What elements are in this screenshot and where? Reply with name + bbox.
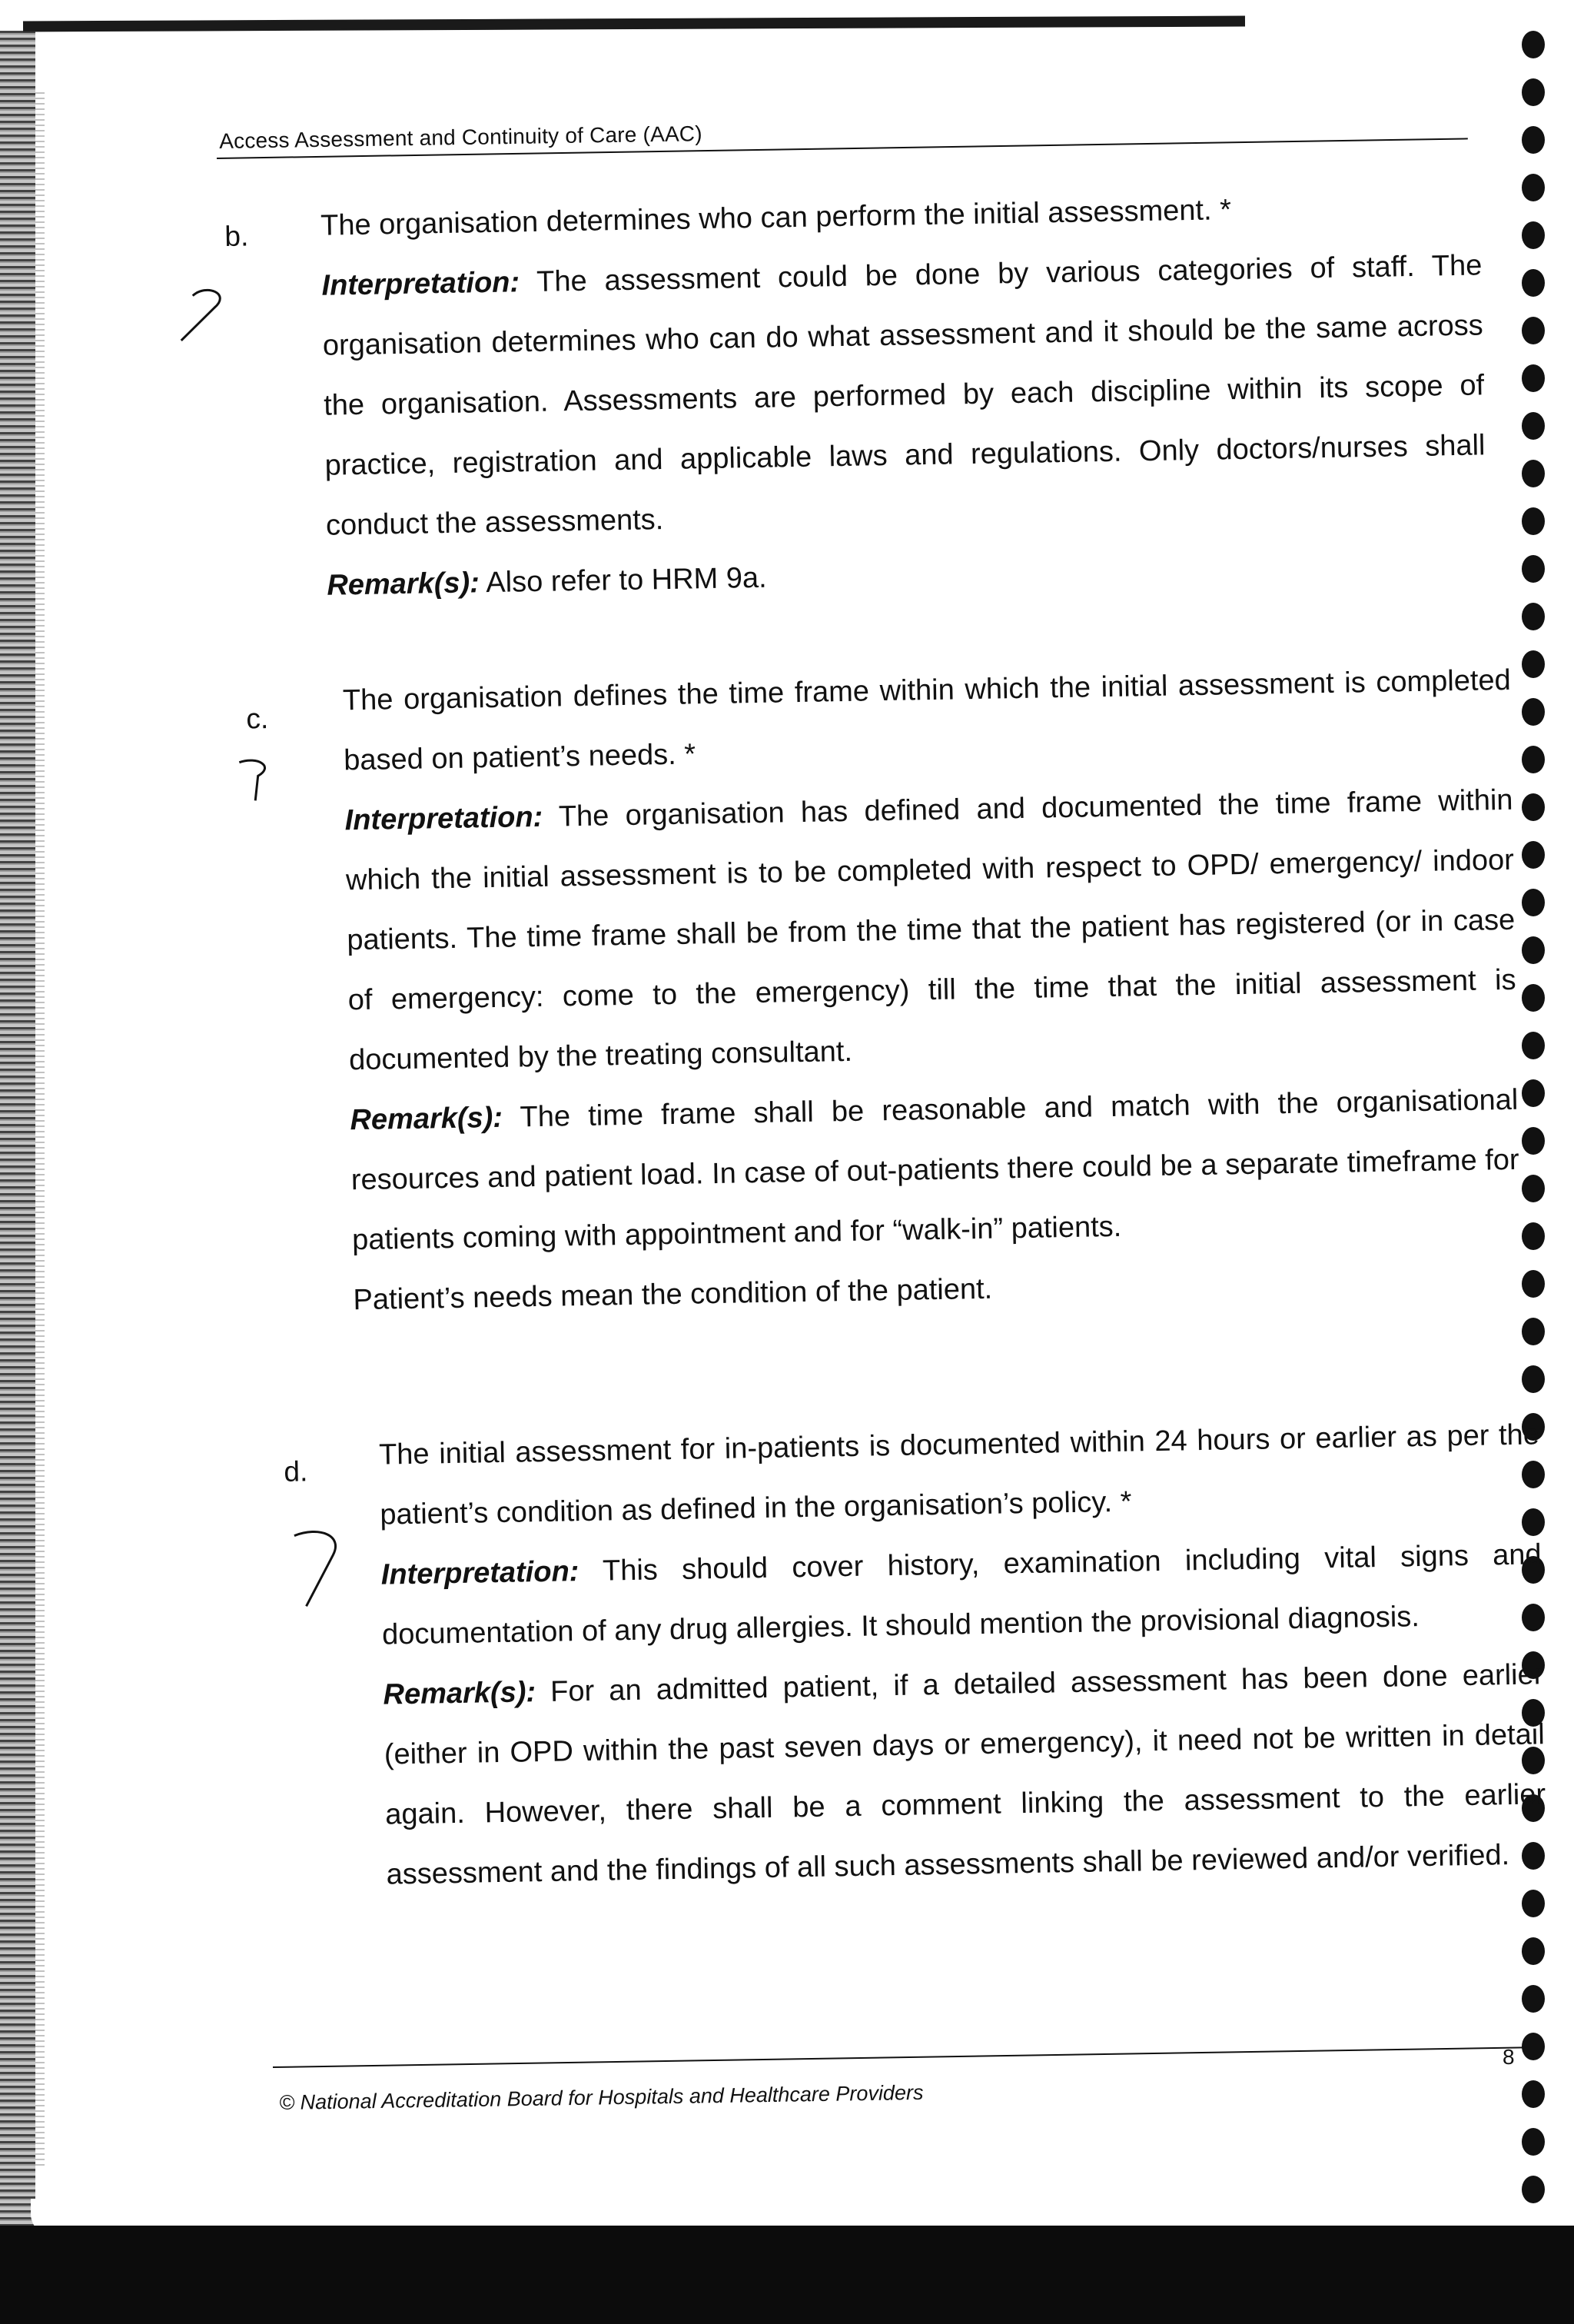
binding-ring xyxy=(1522,1318,1545,1345)
binding-ring xyxy=(1522,1127,1545,1155)
binding-ring xyxy=(1522,698,1545,726)
item-marker: c. xyxy=(246,703,269,735)
interpretation-text: This should cover history, examination including vital signs and documentation of any drug allergies. It should mention the provisional diagnosis. xyxy=(381,1538,1542,1651)
spiral-binding xyxy=(1513,15,1574,2222)
binding-ring xyxy=(1522,984,1545,1012)
interpretation-label: Interpretation: xyxy=(344,800,543,837)
binding-ring xyxy=(1522,78,1545,106)
binding-ring xyxy=(1522,1079,1545,1107)
binding-ring xyxy=(1522,364,1545,392)
remark-label: Remark(s): xyxy=(350,1101,503,1137)
binding-ring xyxy=(1522,317,1545,344)
binding-ring xyxy=(1522,1365,1545,1393)
binding-ring xyxy=(1522,1937,1545,1965)
standard-text: The organisation defines the time frame within which the initial assessment is completed based on patient’s needs. * xyxy=(342,663,1512,777)
binding-ring xyxy=(1522,269,1545,297)
footer-rule xyxy=(273,2046,1524,2068)
interpretation-label: Interpretation: xyxy=(380,1555,579,1591)
binding-ring xyxy=(1522,2080,1545,2108)
binding-ring xyxy=(1522,31,1545,58)
binding-ring xyxy=(1522,1270,1545,1298)
binding-ring xyxy=(1522,2033,1545,2060)
binding-ring xyxy=(1522,793,1545,821)
item-text xyxy=(378,1405,1547,1904)
page-number: 8 xyxy=(1503,2045,1515,2069)
remark xyxy=(383,1644,1547,1904)
interpretation-label: Interpretation: xyxy=(321,266,520,302)
interpretation xyxy=(321,235,1487,555)
binding-ring xyxy=(1522,1175,1545,1202)
remark-text: For an admitted patient, if a detailed assessment has been done earlier (either in OPD within the past seven days or emergency), it need not be written in detail again. However, there shall be a comment linking the assessment to the earlier assessment and the findings of all such assessments shall be reviewed and/or verified. xyxy=(384,1658,1546,1891)
remark xyxy=(350,1070,1521,1270)
item-text xyxy=(342,650,1522,1330)
handwritten-tick-mark xyxy=(175,277,238,347)
binding-ring xyxy=(1522,412,1545,440)
binding-ring xyxy=(1522,2176,1545,2203)
interpretation-text: The assessment could be done by various categories of staff. The organisation determines who can do what assessment and it should be the same across the organisation. Assessments are performed by each discipline within its scope of practice, registration and applicable laws and regulations. Only doctors/nurses shall conduct the assessments. xyxy=(322,249,1486,542)
remark-label: Remark(s): xyxy=(383,1676,536,1711)
remark-text: Also refer to HRM 9a. xyxy=(485,561,767,600)
interpretation xyxy=(380,1524,1542,1664)
binding-ring xyxy=(1522,603,1545,630)
binding-ring xyxy=(1522,507,1545,535)
standard-text: The initial assessment for in-patients is documented within 24 hours or earlier as per the patient’s condition as defined in the organisation’s policy. * xyxy=(378,1418,1540,1531)
extra-note: Patient’s needs mean the condition of the patient. xyxy=(353,1272,993,1317)
item-marker: d. xyxy=(284,1455,308,1488)
handwritten-tick-mark xyxy=(288,1524,351,1617)
remark-text: The time frame shall be reasonable and match with the organisational resources and patient load. In case of out-patients there could be a separate timeframe for patients coming with appointment and for “walk-in” patients. xyxy=(350,1083,1519,1257)
running-header: Access Assessment and Continuity of Care (AAC) xyxy=(219,121,702,153)
footer-copyright: © National Accreditation Board for Hospitals and Healthcare Providers xyxy=(279,2080,924,2114)
binding-ring xyxy=(1522,936,1545,964)
interpretation xyxy=(344,770,1518,1090)
binding-ring xyxy=(1522,889,1545,916)
item-text xyxy=(320,175,1488,615)
binding-ring xyxy=(1522,221,1545,249)
binding-ring xyxy=(1522,174,1545,201)
binding-ring xyxy=(1522,460,1545,487)
standard-text: The organisation determines who can perform the initial assessment. * xyxy=(320,194,1232,242)
scan-left-edge xyxy=(0,31,35,2276)
handwritten-tick-mark xyxy=(234,753,281,815)
binding-ring xyxy=(1522,555,1545,583)
binding-ring xyxy=(1522,1222,1545,1250)
binding-ring xyxy=(1522,841,1545,869)
item-marker: b. xyxy=(224,220,249,252)
interpretation-text: The organisation has defined and documented the time frame within which the initial assessment is to be completed with respect to OPD/ emergency/ indoor patients. The time frame shall be from the time that the patient has registered (or in case of emergency: come to the emergency) till the time that the initial assessment is documented by the treating consultant. xyxy=(345,783,1516,1077)
binding-ring xyxy=(1522,650,1545,678)
scan-bottom-edge xyxy=(0,2226,1574,2324)
binding-ring xyxy=(1522,126,1545,154)
remark-label: Remark(s): xyxy=(326,567,480,602)
scan-left-shadow xyxy=(35,92,45,2168)
binding-ring xyxy=(1522,1985,1545,2013)
binding-ring xyxy=(1522,2128,1545,2156)
binding-ring xyxy=(1522,1032,1545,1059)
binding-ring xyxy=(1522,746,1545,773)
binding-ring xyxy=(1522,1890,1545,1917)
